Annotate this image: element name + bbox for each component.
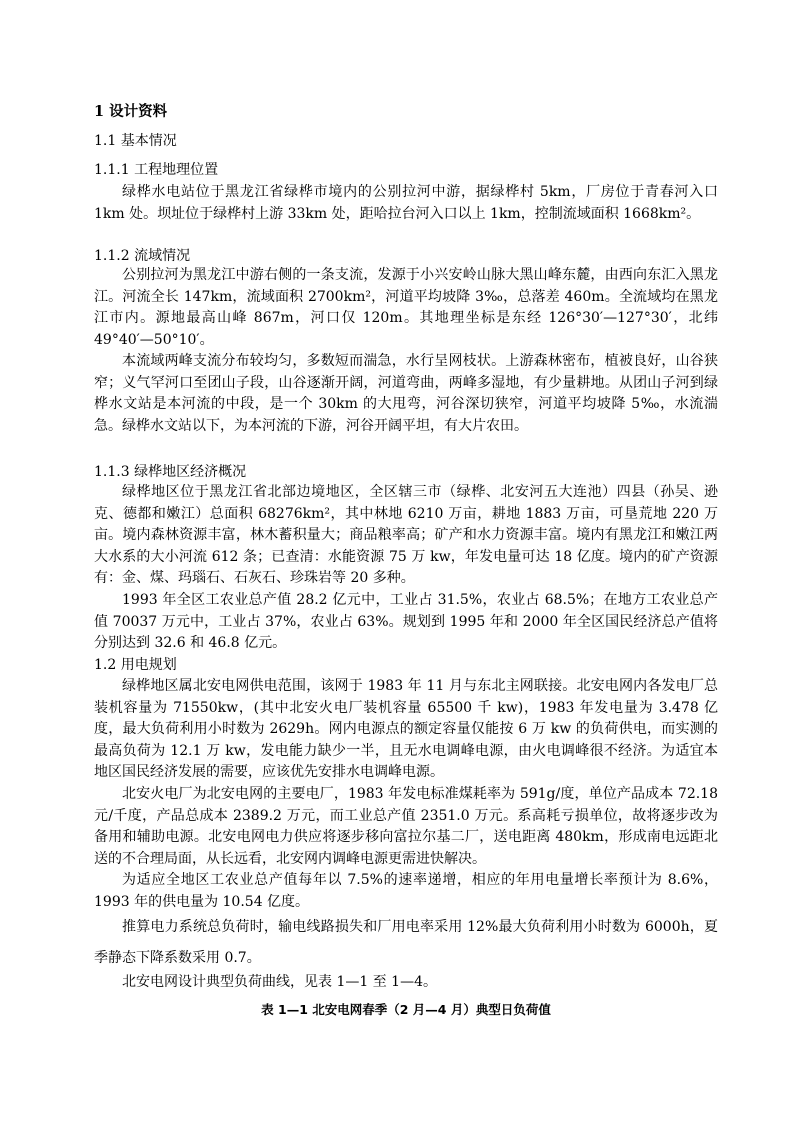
table-caption: 表 1—1 北安电网春季（2 月—4 月）典型日负荷值 — [261, 1002, 551, 1017]
paragraph-load-curve-ref: 北安电网设计典型负荷曲线，见表 1—1 至 1—4。 — [122, 974, 437, 990]
heading-1-1-2: 1.1.2 流域情况 — [94, 248, 191, 264]
paragraph-grid: 绿桦地区属北安电网供电范围，该网于 1983 年 11 月与东北主网联接。北安电网内各发电厂总装机容量为 71550kw，(其中北安火电厂装机容量 65500 千 kw)，1983 年发电量为 3.478 亿度，最大负荷利用小时数为 2629h。网内电源点的额定容量仅能按 6 万 kw 的负荷供电，而实测的最高负荷为 12.1 万 kw，发电能力缺少一半，且无水电调峰电源，由火电调峰很不经济。为适宜本地区国民经济发展的需要，应该优先安排水电调峰电源。 — [94, 678, 718, 780]
heading-1-2: 1.2 用电规划 — [94, 657, 177, 673]
heading-1: 1 设计资料 — [94, 103, 168, 120]
paragraph-location: 绿桦水电站位于黑龙江省绿桦市境内的公别拉河中游，据绿桦村 5km，厂房位于青春河入口 1km 处。坝址位于绿桦村上游 33km 处，距哈拉台河入口以上 1km，控制流域面积 1668km²。 — [94, 184, 718, 222]
paragraph-output-value: 1993 年全区工农业总产值 28.2 亿元中，工业占 31.5%，农业占 68.5%；在地方工农业总产值 70037 万元中，工业占 37%，农业占 63%。规划到 1995 年和 2000 年全区国民经济总产值将分别达到 32.6 和 46.8 亿元。 — [94, 592, 718, 651]
paragraph-basin: 公别拉河为黑龙江中游右侧的一条支流，发源于小兴安岭山脉大黑山峰东麓，由西向东汇入黑龙江。河流全长 147km，流域面积 2700km²，河道平均坡降 3‰，总落差 460m。全流域均在黑龙江市内。源地最高山峰 867m，河口仅 120m。其地理坐标是东经 126°30′—127°30′，北纬 49°40′—50°10′。 — [94, 267, 718, 348]
paragraph-load-calc: 推算电力系统总负荷时，输电线路损失和厂用电率采用 12%最大负荷利用小时数为 6000h，夏季静态下降系数采用 0.7。 — [94, 919, 718, 966]
paragraph-thermal-plant: 北安火电厂为北安电网的主要电厂，1983 年发电标准煤耗率为 591g/度，单位产品成本 72.18 元/千度，产品总成本 2389.2 万元，而工业总产值 2351.0 万元。系高耗亏损单位，故将逐步改为备用和辅助电源。北安电网电力供应将逐步移向富拉尔基二厂，送电距离 480km，形成南电远距北送的不合理局面，从长远看，北安网内调峰电源更需进快解决。 — [94, 786, 718, 867]
heading-1-1: 1.1 基本情况 — [94, 133, 177, 149]
paragraph-economy: 绿桦地区位于黑龙江省北部边境地区，全区辖三市（绿桦、北安河五大连池）四县（孙吴、逊克、德都和嫩江）总面积 68276km²，其中林地 6210 万亩，耕地 1883 万亩，可垦荒地 220 万亩。境内森林资源丰富，林木蓄积量大；商品粮率高；矿产和水力资源丰富。境内有黑龙江和嫩江两大水系的大小河流 612 条；已查清：水能资源 75 万 kw，年发电量可达 18 亿度。境内的矿产资源有：金、煤、玛瑙石、石灰石、珍珠岩等 20 多种。 — [94, 484, 718, 586]
heading-1-1-1: 1.1.1 工程地理位置 — [94, 162, 219, 178]
paragraph-basin-distribution: 本流域两峰支流分布较均匀，多数短而湍急，水行呈网枝状。上游森林密布，植被良好，山谷狭窄；义气罕河口至团山子段，山谷逐渐开阔，河道弯曲，两峰多湿地，有少量耕地。从团山子河到绿桦水文站是本河流的中段，是一个 30km 的大甩弯，河谷深切狭窄，河道平均坡降 5‰，水流湍急。绿桦水文站以下，为本河流的下游，河谷开阔平坦，有大片农田。 — [94, 353, 718, 434]
heading-1-1-3: 1.1.3 绿桦地区经济概况 — [94, 464, 247, 480]
document-page — [94, 0, 718, 1123]
paragraph-growth-rate: 为适应全地区工农业总产值每年以 7.5%的速率递增，相应的年用电量增长率预计为 8.6%，1993 年的供电量为 10.54 亿度。 — [94, 872, 718, 910]
